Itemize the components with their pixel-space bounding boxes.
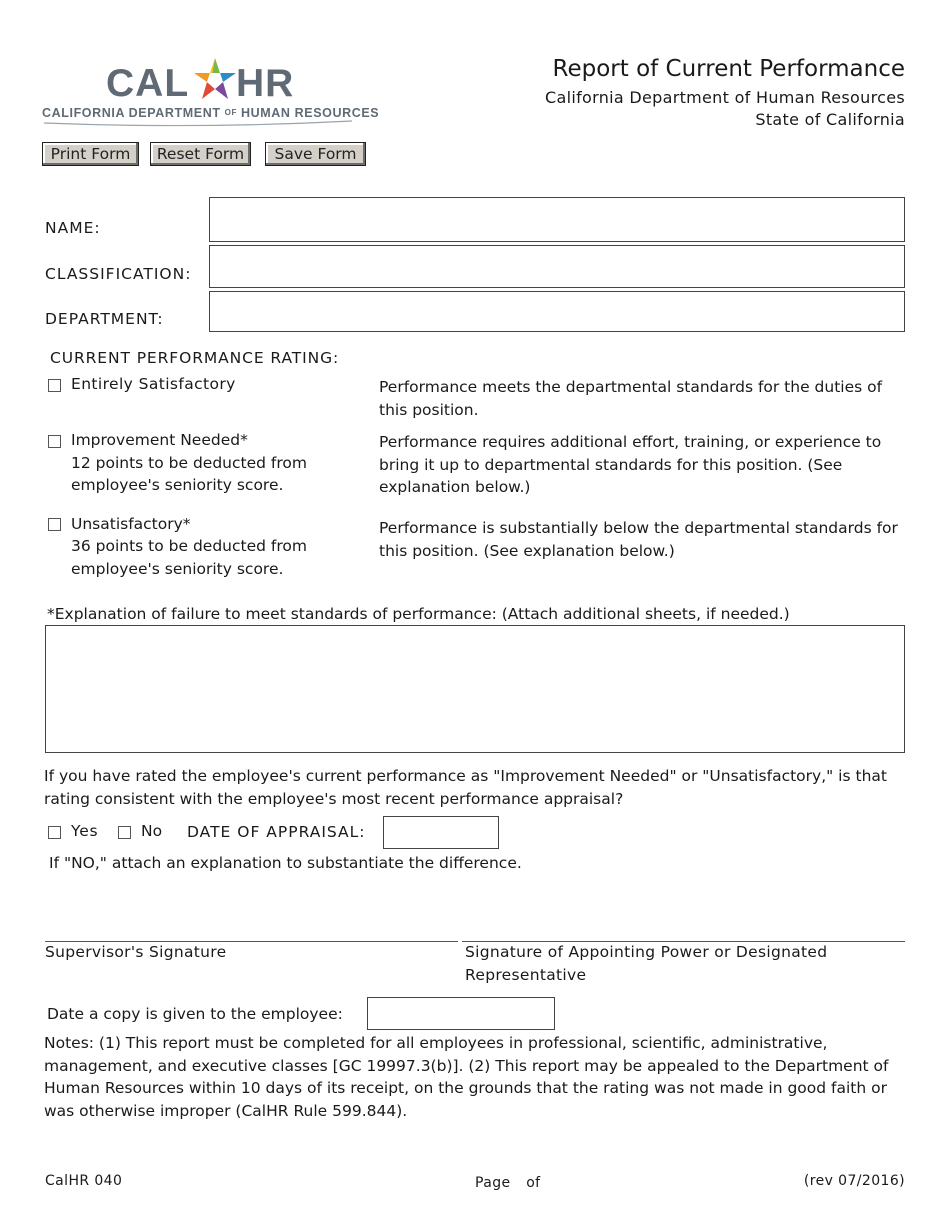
date-of-appraisal-field[interactable] <box>383 816 499 849</box>
copy-date-field[interactable] <box>367 997 555 1030</box>
agency-name: California Department of Human Resources <box>545 88 905 107</box>
save-form-button[interactable]: Save Form <box>265 142 366 166</box>
page-number <box>475 1175 541 1191</box>
supervisor-signature-label: Supervisor's Signature <box>45 943 227 961</box>
unsatisfactory-checkbox[interactable] <box>48 518 61 531</box>
star-logo-icon <box>192 56 238 102</box>
explanation-label: *Explanation of failure to meet standards of performance: (Attach additional sheets, if needed.) <box>47 605 790 623</box>
entirely-satisfactory-description: Performance meets the departmental standards for the duties of this position. <box>379 378 883 419</box>
consistency-question: If you have rated the employee's current performance as "Improvement Needed" or "Unsatisfactory," is that rating consistent with the employee's most recent performance appraisal? <box>44 767 887 808</box>
name-label: NAME: <box>45 219 101 237</box>
logo-hr-text: HR <box>236 62 295 105</box>
classification-label: CLASSIFICATION: <box>45 265 192 283</box>
improvement-needed-checkbox[interactable] <box>48 435 61 448</box>
notes-text: Notes: (1) This report must be completed for all employees in professional, scientific, administrative, management, and executive classes [GC 19997.3(b)]. (2) This report may be appealed to the Department of Human Resources within 10 days of its receipt, on the grounds that the rating was not made in good faith or was otherwise improper (CalHR Rule 599.844). <box>44 1034 889 1120</box>
yes-checkbox[interactable] <box>48 826 61 839</box>
unsatisfactory-note-1: 36 points to be deducted from <box>71 537 307 555</box>
improvement-needed-note-2: employee's seniority score. <box>71 476 284 494</box>
appointing-signature-label: Signature of Appointing Power or Designated Representative <box>465 943 828 984</box>
department-field[interactable] <box>209 291 905 332</box>
unsatisfactory-label: Unsatisfactory* <box>71 515 191 533</box>
no-checkbox[interactable] <box>118 826 131 839</box>
rating-heading: CURRENT PERFORMANCE RATING: <box>50 349 340 367</box>
improvement-needed-note-1: 12 points to be deducted from <box>71 454 307 472</box>
unsatisfactory-description: Performance is substantially below the departmental standards for this position. (See explanation below.) <box>379 519 898 560</box>
explanation-field[interactable] <box>45 625 905 753</box>
print-form-button[interactable]: Print Form <box>42 142 139 166</box>
entirely-satisfactory-label: Entirely Satisfactory <box>71 375 236 393</box>
of-word: of <box>526 1175 541 1191</box>
page-word: Page <box>475 1175 511 1191</box>
calhr-logo <box>42 56 380 130</box>
revision-date: (rev 07/2016) <box>803 1173 905 1189</box>
unsatisfactory-note-2: employee's seniority score. <box>71 560 284 578</box>
logo-swoosh-icon <box>42 119 354 129</box>
entirely-satisfactory-checkbox[interactable] <box>48 379 61 392</box>
improvement-needed-label: Improvement Needed* <box>71 431 248 449</box>
logo-cal-text: CAL <box>106 62 190 105</box>
state-name: State of California <box>755 110 905 129</box>
date-of-appraisal-label: DATE OF APPRAISAL: <box>187 823 366 841</box>
classification-field[interactable] <box>209 245 905 288</box>
reset-form-button[interactable]: Reset Form <box>150 142 251 166</box>
improvement-needed-description: Performance requires additional effort, training, or experience to bring it up to departmental standards for this position. (See explanation below.) <box>379 433 882 496</box>
department-label: DEPARTMENT: <box>45 310 164 328</box>
logo-subtitle: CALIFORNIA DEPARTMENT OF HUMAN RESOURCES <box>42 106 380 120</box>
form-id: CalHR 040 <box>45 1173 123 1189</box>
copy-date-label: Date a copy is given to the employee: <box>47 1005 343 1023</box>
name-field[interactable] <box>209 197 905 242</box>
no-explanation-note: If "NO," attach an explanation to substantiate the difference. <box>49 854 522 872</box>
page-title: Report of Current Performance <box>552 56 905 82</box>
no-label: No <box>141 822 163 840</box>
yes-label: Yes <box>71 822 99 840</box>
